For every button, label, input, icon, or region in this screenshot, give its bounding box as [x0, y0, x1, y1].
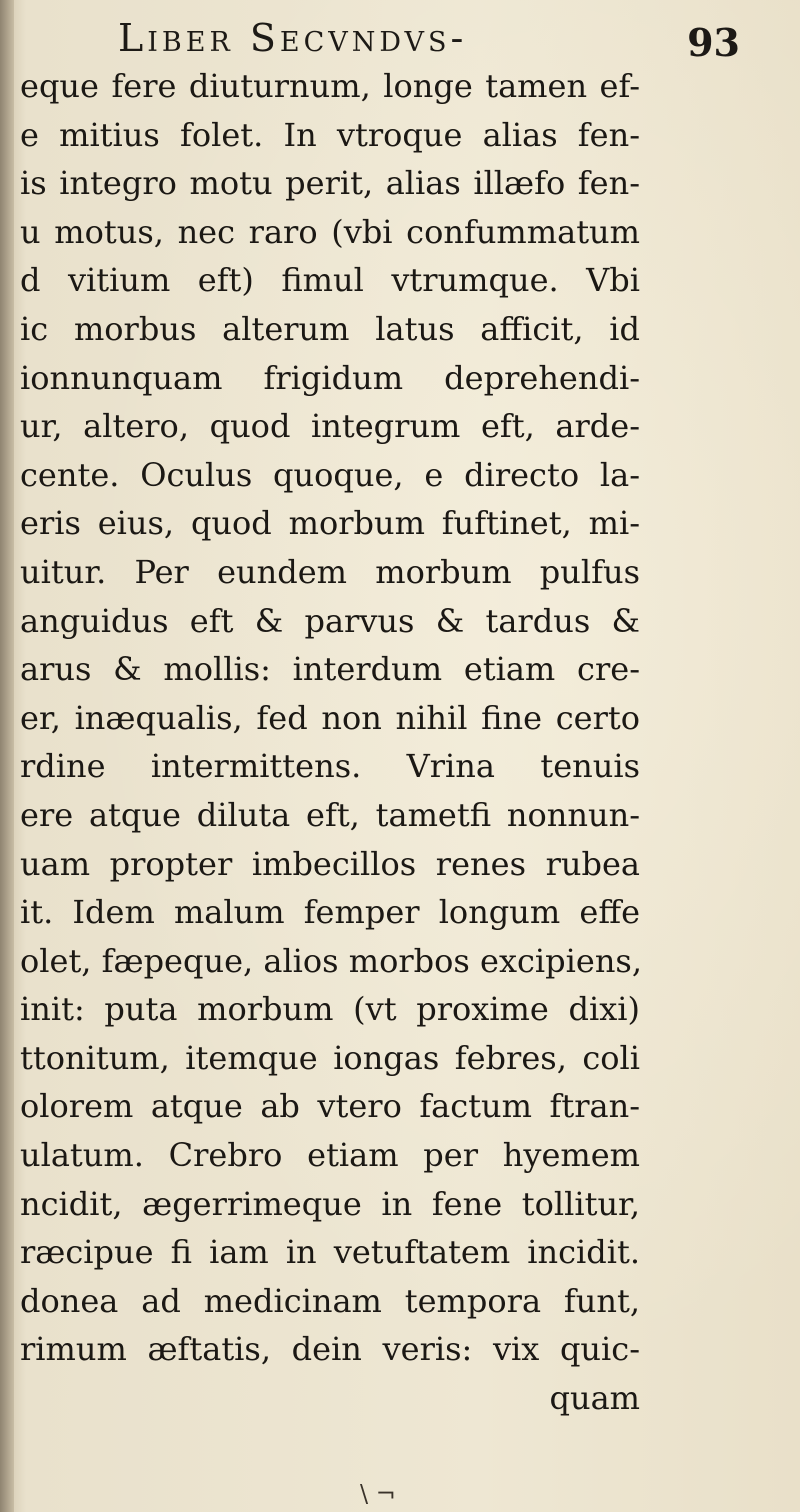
page-header	[60, 10, 740, 70]
page-number: 93	[687, 20, 740, 65]
text-line: ræcipue fi iam in vetuftatem incidit.	[20, 1233, 640, 1272]
text-line: rimum æftatis, dein veris: vix quic-	[20, 1330, 640, 1369]
text-line: ur, altero, quod integrum eft, arde-	[20, 407, 640, 446]
text-line: olet, fæpeque, alios morbos excipiens,	[20, 941, 643, 980]
text-line: ttonitum, itemque iongas febres, coli	[20, 1038, 640, 1077]
text-line: uam propter imbecillos renes rubea	[20, 844, 640, 883]
text-line: d vitium eft) fimul vtrumque. Vbi	[20, 261, 640, 300]
text-line: is integro motu perit, alias illæfo fen-	[20, 164, 640, 203]
text-line: u motus, nec raro (vbi confummatum	[20, 212, 640, 251]
text-line: anguidus eft & parvus & tardus &	[20, 601, 640, 640]
text-line: init: puta morbum (vt proxime dixi)	[20, 990, 640, 1029]
text-line: rdine intermittens. Vrina tenuis	[20, 747, 640, 786]
text-line: eque fere diuturnum, longe tamen ef-	[20, 67, 640, 105]
text-line: it. Idem malum femper longum effe	[20, 893, 640, 932]
text-line: cente. Oculus quoque, e directo la-	[20, 455, 640, 494]
binding-gutter	[0, 0, 14, 1512]
signature-mark: \ ¬	[360, 1480, 396, 1508]
text-line: ic morbus alterum latus afficit, id	[20, 309, 640, 348]
text-line: arus & mollis: interdum etiam cre-	[20, 650, 640, 689]
text-line: ionnunquam frigidum deprehendi-	[20, 358, 640, 397]
body-text	[20, 62, 643, 1423]
text-line: uitur. Per eundem morbum pulfus	[20, 552, 640, 591]
text-line: er, inæqualis, fed non nihil fine certo	[20, 698, 640, 737]
text-line: eris eius, quod morbum fuftinet, mi-	[20, 504, 640, 543]
text-line: olorem atque ab vtero factum ftran-	[20, 1087, 640, 1126]
running-head: Liber Secvndvs-	[118, 16, 468, 60]
text-line: ncidit, ægerrimeque in fene tollitur,	[20, 1184, 640, 1223]
text-line: ere atque diluta eft, tametfi nonnun-	[20, 795, 640, 834]
text-line: donea ad medicinam tempora funt,	[20, 1281, 640, 1320]
text-line: e mitius folet. In vtroque alias fen-	[20, 115, 640, 154]
catchword: quam	[549, 1379, 640, 1418]
text-line: ulatum. Crebro etiam per hyemem	[20, 1136, 640, 1175]
